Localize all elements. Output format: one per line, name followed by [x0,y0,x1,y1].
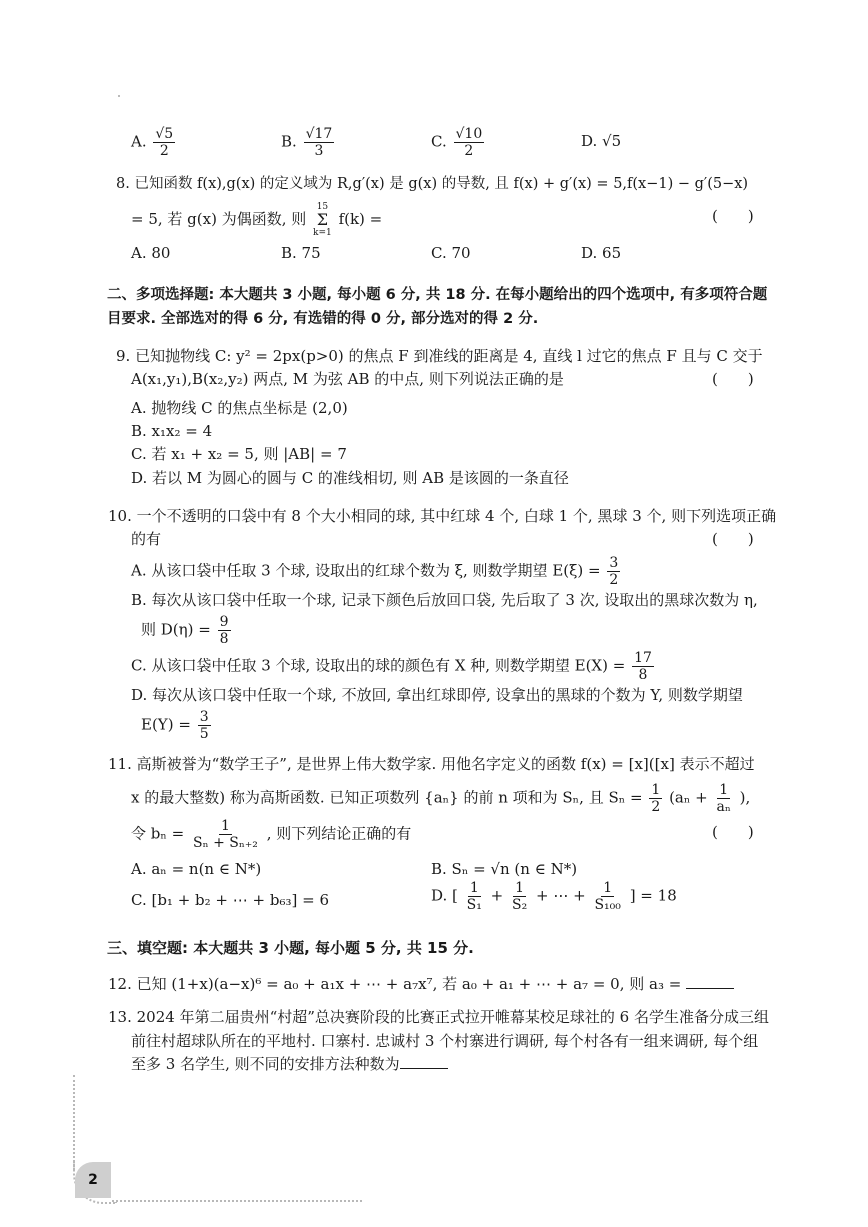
ellipsis-sum: + ⋯ + [536,886,586,905]
denominator: 3 [314,143,324,159]
q13-text: 至多 3 名学生, 则不同的安排方法种数为 [131,1055,400,1073]
q9-line-1: 9. 已知抛物线 C: y² = 2px(p>0) 的焦点 F 到准线的距离是 4, 直线 l 过它的焦点 F 且与 C 交于 [116,347,763,365]
numerator: √10 [455,126,483,142]
bracket-open: D. [ [431,886,458,905]
q8-text-end: f(k) = [338,210,383,228]
answer-blank[interactable] [686,974,734,989]
plus: + [490,886,504,905]
option-letter: C. [431,132,447,151]
option-letter: D. [581,132,598,150]
denominator: S₂ [512,897,528,913]
q11-option-c: C. [b₁ + b₂ + ⋯ + b₆₃] = 6 [131,891,330,909]
denominator: S₁₀₀ [594,897,621,913]
q8-text: = 5, 若 g(x) 为偶函数, 则 [131,210,307,228]
q11-option-b: B. Sₙ = √n (n ∈ N*) [431,860,578,878]
footer-dotted-line [112,1200,362,1202]
answer-blank[interactable] [400,1054,448,1069]
denominator: 5 [199,726,209,742]
option-text: E(Y) = [141,715,191,734]
fraction [592,880,622,913]
bracket-close: ] = 18 [629,886,677,905]
q11-answer-paren: ( ) [712,823,754,841]
denominator: 8 [638,667,648,683]
fraction [198,709,211,742]
q10-option-a [131,555,622,588]
denominator: S₁ [466,897,482,913]
numerator: 1 [220,818,230,834]
q10-option-b-line-1: B. 每次从该口袋中任取一个球, 记录下颜色后放回口袋, 先后取了 3 次, 设取出的黑球次数为 η, [131,591,758,609]
q7-option-d [581,130,621,152]
fraction [607,555,620,588]
numerator: √5 [155,126,174,142]
q11-text: 令 bₙ = [131,824,185,843]
q9-line-2: A(x₁,y₁),B(x₂,y₂) 两点, M 为弦 AB 的中点, 则下列说法正确的是 [131,370,564,388]
section-2-heading-line-1: 二、多项选择题: 本大题共 3 小题, 每小题 6 分, 共 18 分. 在每小题给出的四个选项中, 有多项符合题 [107,287,768,303]
q13-line-3 [131,1053,448,1075]
denominator: aₙ [716,799,731,815]
q8-option-b: B. 75 [281,244,321,262]
q11-text-mid: (aₙ + [669,788,708,807]
q9-option-d: D. 若以 M 为圆心的圆与 C 的准线相切, 则 AB 是该圆的一条直径 [131,469,569,487]
q11-line-3 [131,818,411,851]
scan-dot [118,95,120,97]
q10-option-d-line-1: D. 每次从该口袋中任取一个球, 不放回, 拿出红球即停, 设拿出的黑球的个数为 Y, 则数学期望 [131,686,743,704]
q9-option-c: C. 若 x₁ + x₂ = 5, 则 |AB| = 7 [131,445,347,463]
option-text: 则 D(η) = [141,620,211,639]
q9-option-b: B. x₁x₂ = 4 [131,422,213,440]
denominator: Sₙ + Sₙ₊₂ [192,835,258,851]
option-letter: A. [131,132,147,151]
numerator: 3 [609,555,619,571]
q8-line-2 [131,202,382,238]
numerator: 1 [719,782,729,798]
numerator: 1 [469,880,479,896]
q11-option-a: A. aₙ = n(n ∈ N*) [131,860,262,878]
q7-option-a [131,126,177,159]
numerator: 1 [603,880,613,896]
q9-option-a: A. 抛物线 C 的焦点坐标是 (2,0) [131,399,348,417]
option-value: √5 [602,132,622,150]
page-number-badge: 2 [75,1162,111,1198]
q9-answer-paren: ( ) [712,370,754,388]
section-2-heading-line-2: 目要求. 全部选对的得 6 分, 有选错的得 0 分, 部分选对的得 2 分. [107,311,539,327]
q10-line-2: 的有 [131,530,162,548]
denominator: 2 [651,799,661,815]
section-3-heading: 三、填空题: 本大题共 3 小题, 每小题 5 分, 共 15 分. [107,939,474,957]
q8-option-a: A. 80 [131,244,171,262]
numerator: 3 [199,709,209,725]
q8-option-c: C. 70 [431,244,471,262]
q10-option-d-line-2 [141,709,213,742]
fraction [510,880,529,913]
fraction [465,880,484,913]
margin-dotted-line [73,1075,75,1170]
fraction [218,614,231,647]
sigma: Σ [316,210,329,229]
q11-text: x 的最大整数) 称为高斯函数. 已知正项数列 {aₙ} 的前 n 项和为 Sₙ, 且 Sₙ = [131,788,643,807]
fraction [714,782,732,815]
sum-upper: 15 [316,202,329,212]
q10-option-c [131,650,656,683]
denominator: 2 [464,143,474,159]
q11-text-end: ), [739,788,751,807]
denominator: 2 [159,143,169,159]
option-text: C. 从该口袋中任取 3 个球, 设取出的球的颜色有 X 种, 则数学期望 E(X) = [131,656,626,675]
numerator: 17 [634,650,652,666]
q13-line-1: 13. 2024 年第二届贵州“村超”总决赛阶段的比赛正式拉开帷幕某校足球社的 6 名学生准备分成三组 [108,1008,769,1026]
q11-line-2 [131,782,750,815]
q11-text-end: , 则下列结论正确的有 [266,824,412,843]
numerator: 1 [515,880,525,896]
fraction [632,650,654,683]
sum-symbol [313,202,332,238]
option-text: A. 从该口袋中任取 3 个球, 设取出的红球个数为 ξ, 则数学期望 E(ξ) = [131,561,601,580]
numerator: 9 [219,614,229,630]
q8-option-d: D. 65 [581,244,622,262]
q10-line-1: 10. 一个不透明的口袋中有 8 个大小相同的球, 其中红球 4 个, 白球 1 个, 黑球 3 个, 则下列选项正确 [108,507,777,525]
q7-option-b [281,126,336,159]
numerator: 1 [651,782,661,798]
q10-option-b-line-2 [141,614,233,647]
q11-option-d [431,880,677,913]
sum-lower: k=1 [313,228,332,238]
q8-answer-paren: ( ) [712,207,754,225]
option-letter: B. [281,132,297,151]
fraction [304,126,335,159]
numerator: √17 [305,126,333,142]
q12-text: 12. 已知 (1+x)(a−x)⁶ = a₀ + a₁x + ⋯ + a₇x⁷, 若 a₀ + a₁ + ⋯ + a₇ = 0, 则 a₃ = [108,975,682,993]
q12-line [108,973,734,995]
q10-answer-paren: ( ) [712,530,754,548]
fraction [153,126,175,159]
fraction [454,126,485,159]
q8-line-1: 8. 已知函数 f(x),g(x) 的定义域为 R,g′(x) 是 g(x) 的导数, 且 f(x) + g′(x) = 5,f(x−1) − g′(5−x) [116,176,749,192]
denominator: 2 [609,572,619,588]
fraction [649,782,662,815]
denominator: 8 [219,631,229,647]
q13-line-2: 前往村超球队所在的平地村. 口寨村. 忠诚村 3 个村寨进行调研, 每个村各有一组来调研, 每个组 [131,1032,759,1050]
q11-line-1: 11. 高斯被誉为“数学王子”, 是世界上伟大数学家. 用他名字定义的函数 f(x) = [x]([x] 表示不超过 [108,755,755,773]
q7-option-c [431,126,486,159]
fraction [191,818,260,851]
